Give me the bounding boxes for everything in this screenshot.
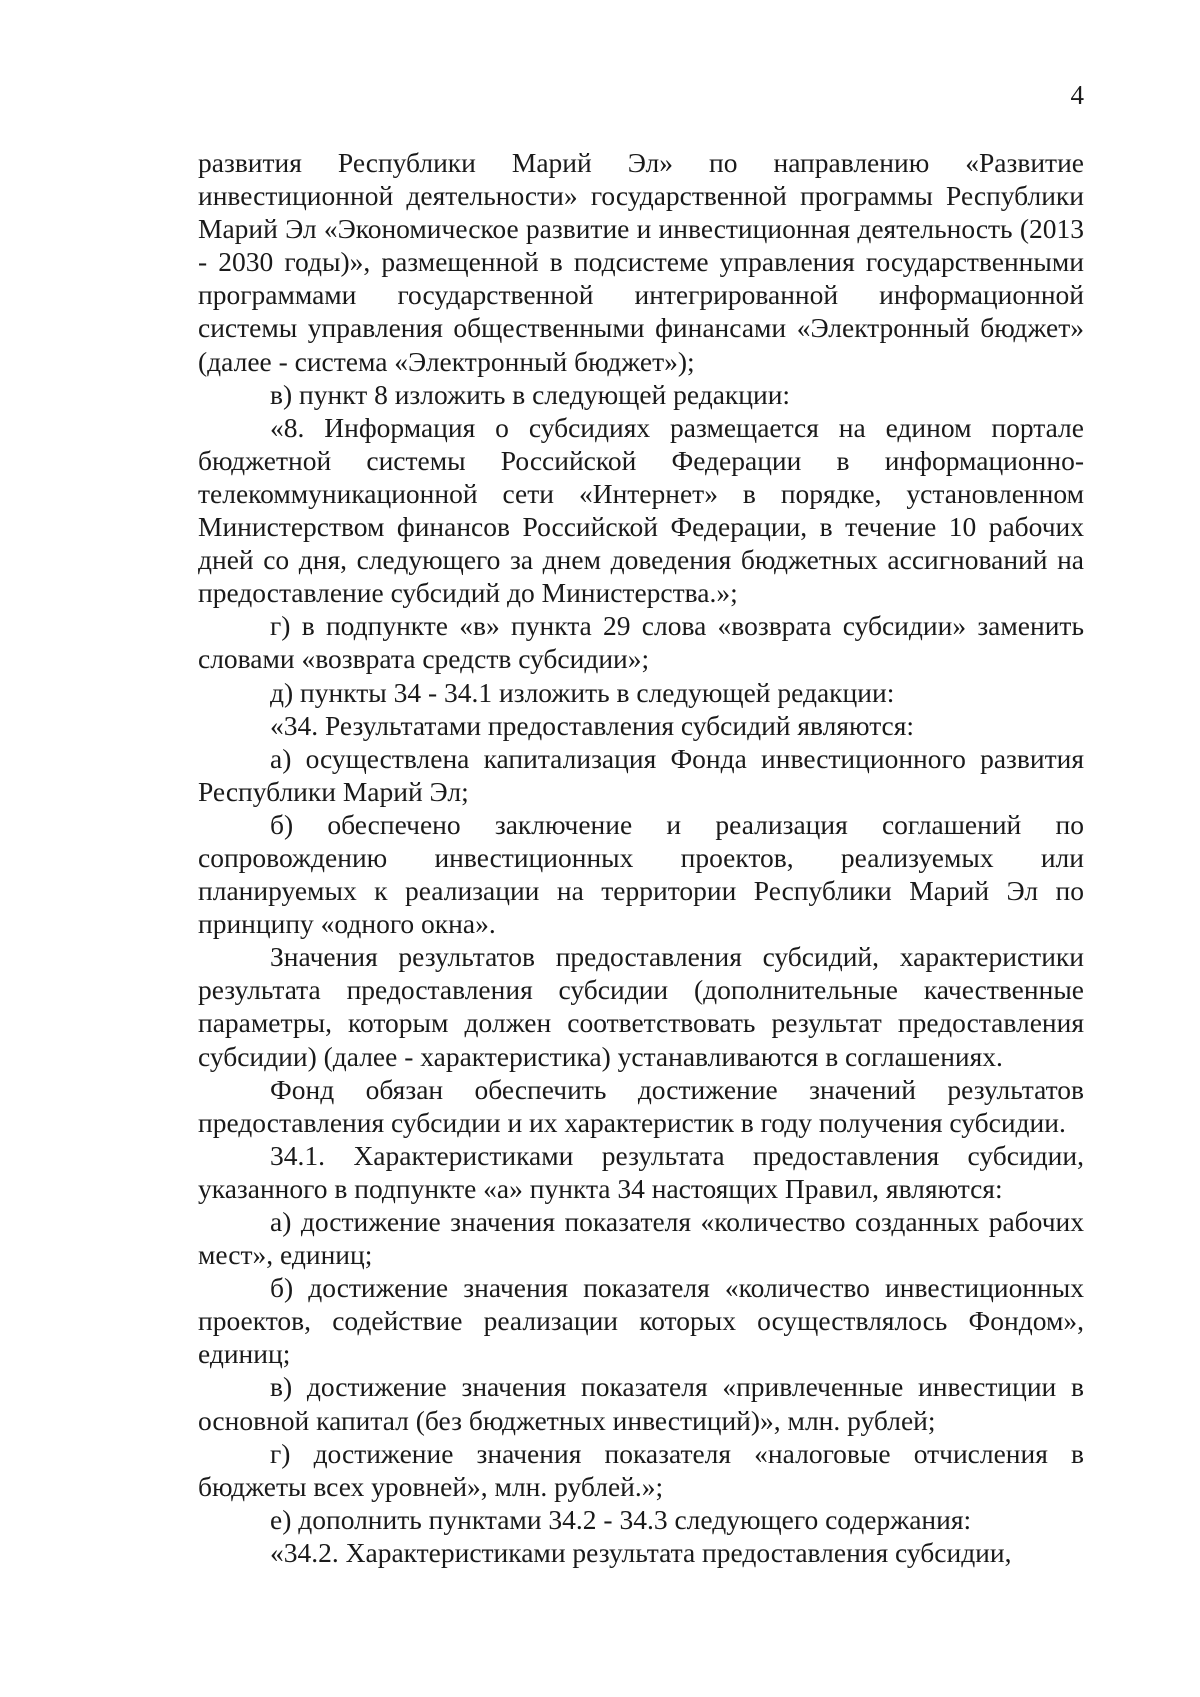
paragraph-indicator-g: г) достижение значения показателя «налоговые отчисления в бюджеты всех уровней», млн. рублей.»; <box>198 1437 1084 1502</box>
paragraph-values: Значения результатов предоставления субсидий, характеристики результата предоставления субсидии (дополнительные качественные параметры, которым должен соответствовать результат предоставления субсидии) (далее - характеристика) устанавливаются в соглашениях. <box>198 941 1084 1072</box>
paragraph-item-e: е) дополнить пунктами 34.2 - 34.3 следующего содержания: <box>270 1503 972 1535</box>
paragraph-fund-obligation: Фонд обязан обеспечить достижение значений результатов предоставления субсидии и их характеристик в году получения субсидии. <box>198 1073 1084 1138</box>
paragraph-item-v: в) пункт 8 изложить в следующей редакции: <box>270 378 791 410</box>
paragraph-indicator-v: в) достижение значения показателя «привлеченные инвестиции в основной капитал (без бюджетных инвестиций)», млн. рублей; <box>198 1371 1084 1436</box>
paragraph-item-g: г) в подпункте «в» пункта 29 слова «возврата субсидии» заменить словами «возврата средств субсидии»; <box>198 610 1084 675</box>
page-number: 4 <box>1070 80 1084 110</box>
paragraph-result-a: а) осуществлена капитализация Фонда инвестиционного развития Республики Марий Эл; <box>198 742 1084 807</box>
paragraph-point-34-1: 34.1. Характеристиками результата предоставления субсидии, указанного в подпункте «а» пункта 34 настоящих Правил, являются: <box>198 1139 1084 1204</box>
document-body <box>198 146 1084 1569</box>
paragraph-continuation: развития Республики Марий Эл» по направлению «Развитие инвестиционной деятельности» государственной программы Республики Марий Эл «Экономическое развитие и инвестиционная деятельность (2013 - 2030 годы)», размещенной в подсистеме управления государственными программами государственной интегрированной информационной системы управления общественными финансами «Электронный бюджет» (далее - система «Электронный бюджет»); <box>198 147 1084 377</box>
paragraph-item-d: д) пункты 34 - 34.1 изложить в следующей редакции: <box>270 676 895 708</box>
paragraph-result-b: б) обеспечено заключение и реализация соглашений по сопровождению инвестиционных проектов, реализуемых или планируемых к реализации на территории Республики Марий Эл по принципу «одного окна». <box>198 808 1084 940</box>
paragraph-point-34-2: «34.2. Характеристиками результата предоставления субсидии, <box>270 1536 1012 1568</box>
paragraph-point-34: «34. Результатами предоставления субсидий являются: <box>270 709 915 741</box>
paragraph-indicator-b: б) достижение значения показателя «количество инвестиционных проектов, содействие реализации которых осуществлялось Фондом», единиц; <box>198 1272 1084 1370</box>
paragraph-indicator-a: а) достижение значения показателя «количество созданных рабочих мест», единиц; <box>198 1206 1084 1271</box>
paragraph-point-8: «8. Информация о субсидиях размещается на едином портале бюджетной системы Российской Федерации в информационно-телекоммуникационной сети «Интернет» в порядке, установленном Министерством финансов Российской Федерации, в течение 10 рабочих дней со дня, следующего за днем доведения бюджетных ассигнований на предоставление субсидий до Министерства.»; <box>198 411 1084 609</box>
